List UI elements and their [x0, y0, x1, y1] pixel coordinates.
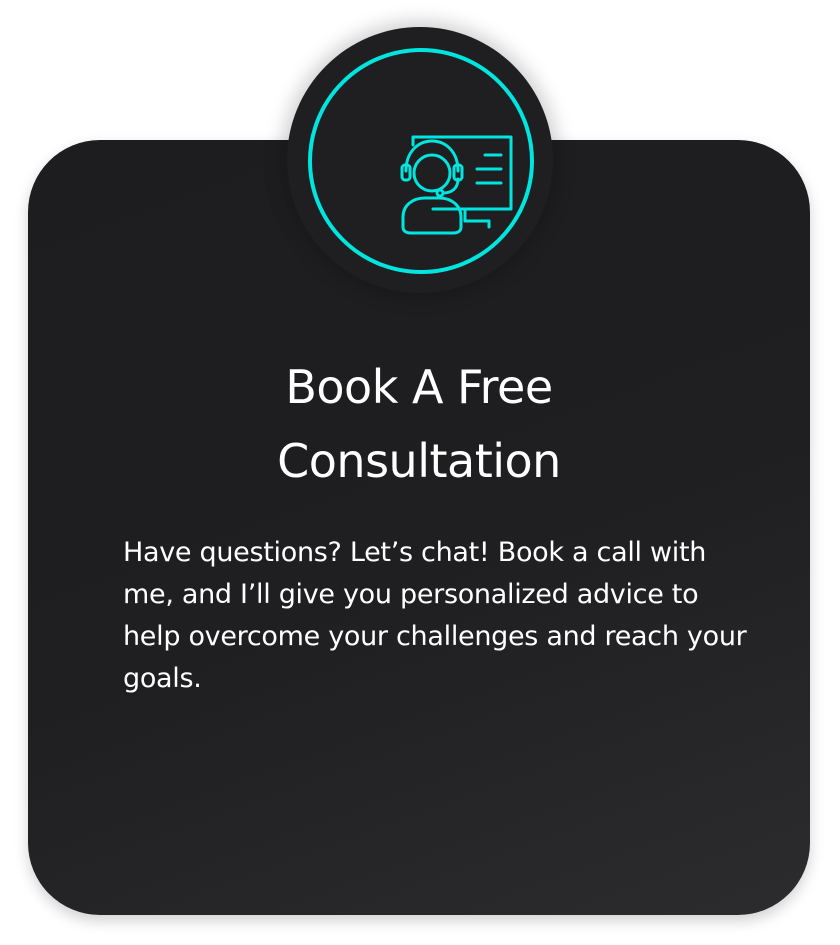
card-description: Have questions? Let’s chat! Book a call with me, and I’ll give you personalized advice to help overcome your challenges and reach your goals.: [123, 537, 747, 694]
icon-badge: [287, 27, 553, 293]
card-title-line-2: Consultation: [277, 434, 561, 488]
card-title-line-1: Book A Free: [285, 360, 553, 414]
card-title: [28, 350, 810, 498]
icon-badge-ring: [308, 48, 534, 274]
headset-agent-monitor-icon: [373, 115, 517, 259]
